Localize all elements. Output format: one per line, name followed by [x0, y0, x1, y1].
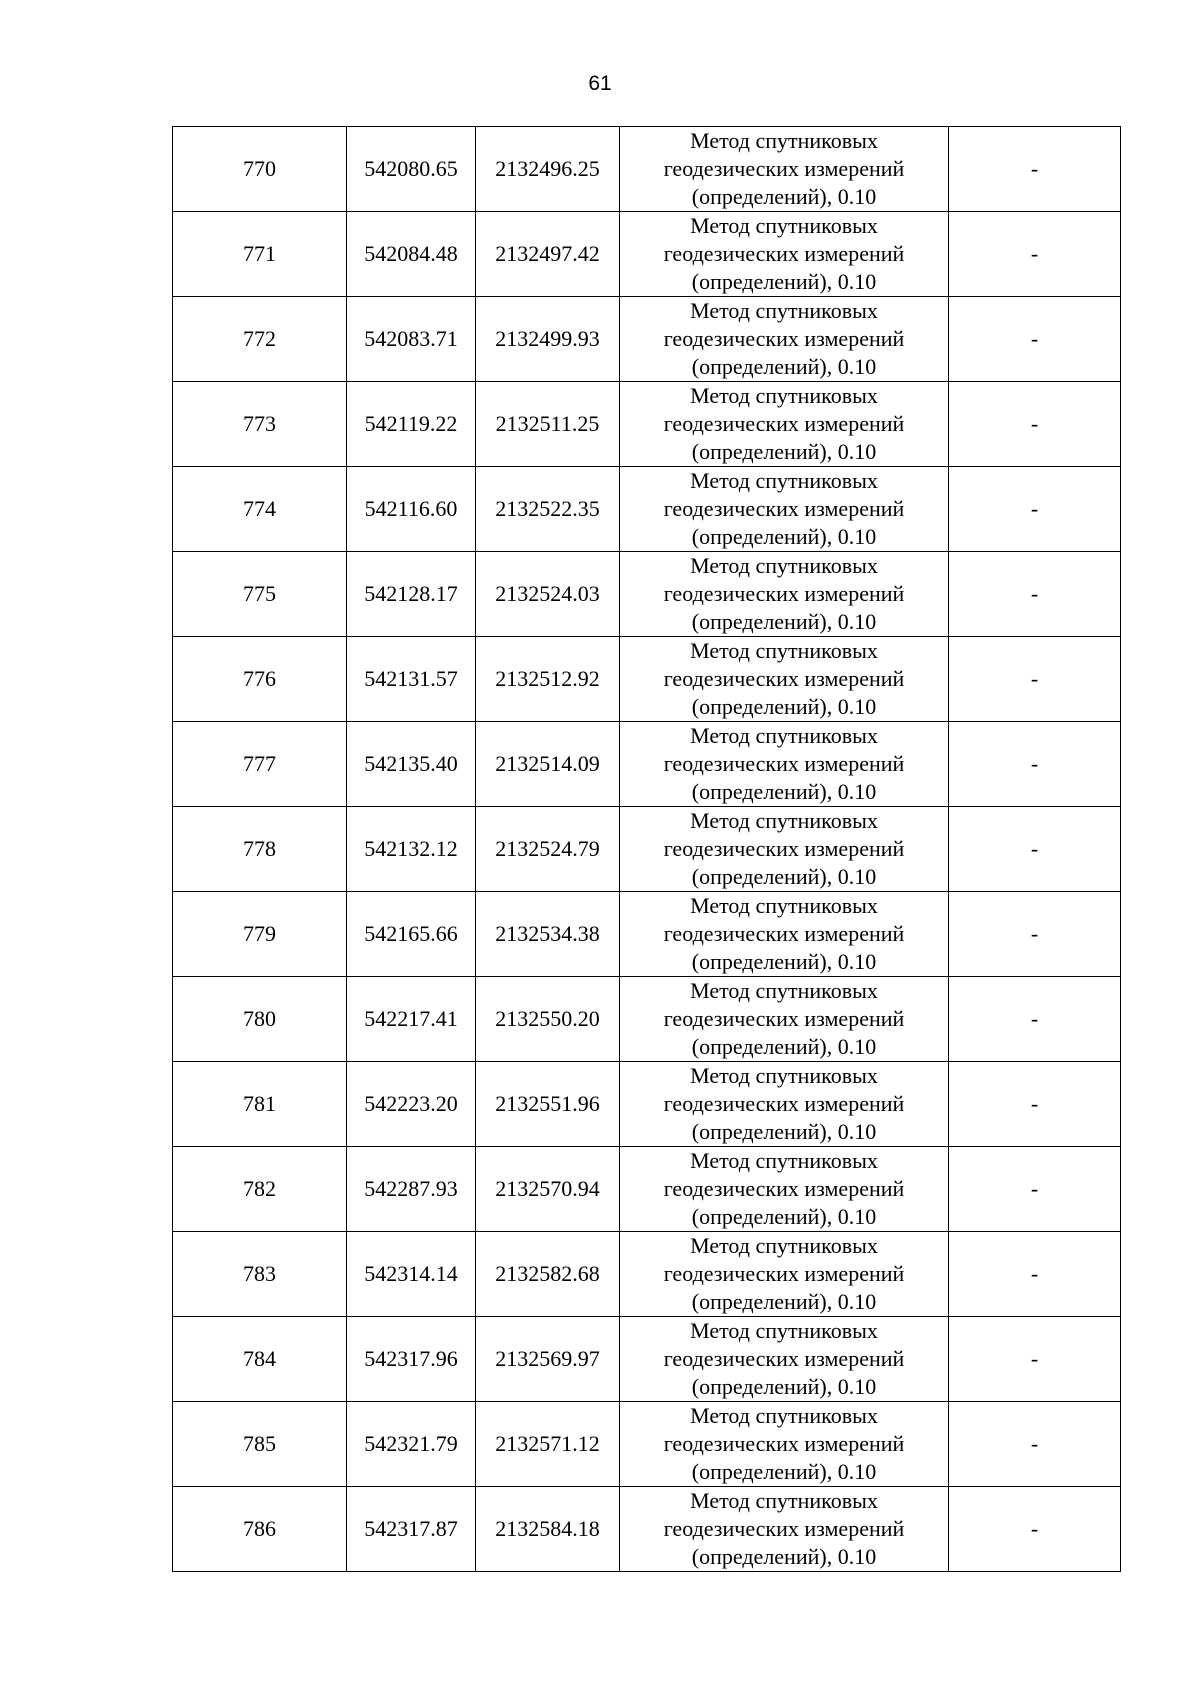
x-coordinate-cell: 542314.14: [347, 1232, 476, 1317]
table-row: [173, 1062, 1121, 1147]
method-line: геодезических измерений: [663, 836, 905, 861]
method-line: (определений), 0.10: [691, 779, 877, 804]
method-line: Метод спутниковых: [690, 128, 878, 153]
method-line: геодезических измерений: [663, 751, 905, 776]
x-coordinate-cell: 542116.60: [347, 467, 476, 552]
method-line: Метод спутниковых: [690, 553, 878, 578]
method-line: геодезических измерений: [663, 156, 905, 181]
method-line: (определений), 0.10: [691, 694, 877, 719]
method-line: (определений), 0.10: [691, 1034, 877, 1059]
y-coordinate-cell: 2132512.92: [476, 637, 620, 722]
method-line: (определений), 0.10: [691, 1289, 877, 1314]
description-cell: -: [949, 1232, 1121, 1317]
point-number-cell: 785: [173, 1402, 347, 1487]
method-line: Метод спутниковых: [690, 383, 878, 408]
method-line: геодезических измерений: [663, 581, 905, 606]
point-number-cell: 770: [173, 127, 347, 212]
point-number-cell: 779: [173, 892, 347, 977]
point-number-cell: 781: [173, 1062, 347, 1147]
coordinates-table: [172, 126, 1121, 1572]
description-cell: -: [949, 1487, 1121, 1572]
point-number-cell: 776: [173, 637, 347, 722]
coordinates-table-body: [173, 127, 1121, 1572]
x-coordinate-cell: 542080.65: [347, 127, 476, 212]
y-coordinate-cell: 2132584.18: [476, 1487, 620, 1572]
table-row: [173, 892, 1121, 977]
y-coordinate-cell: 2132570.94: [476, 1147, 620, 1232]
method-cell: [620, 382, 949, 467]
method-line: геодезических измерений: [663, 666, 905, 691]
x-coordinate-cell: 542135.40: [347, 722, 476, 807]
method-line: (определений), 0.10: [691, 524, 877, 549]
y-coordinate-cell: 2132551.96: [476, 1062, 620, 1147]
method-cell: [620, 1232, 949, 1317]
method-line: Метод спутниковых: [690, 893, 878, 918]
method-line: (определений), 0.10: [691, 609, 877, 634]
method-cell: [620, 212, 949, 297]
method-cell: [620, 1402, 949, 1487]
x-coordinate-cell: 542287.93: [347, 1147, 476, 1232]
y-coordinate-cell: 2132511.25: [476, 382, 620, 467]
description-cell: -: [949, 722, 1121, 807]
x-coordinate-cell: 542119.22: [347, 382, 476, 467]
description-cell: -: [949, 127, 1121, 212]
point-number-cell: 774: [173, 467, 347, 552]
method-cell: [620, 637, 949, 722]
x-coordinate-cell: 542223.20: [347, 1062, 476, 1147]
description-cell: -: [949, 552, 1121, 637]
method-cell: [620, 1062, 949, 1147]
table-row: [173, 807, 1121, 892]
method-line: Метод спутниковых: [690, 808, 878, 833]
method-line: Метод спутниковых: [690, 978, 878, 1003]
method-line: Метод спутниковых: [690, 638, 878, 663]
method-cell: [620, 1487, 949, 1572]
table-row: [173, 1232, 1121, 1317]
point-number-cell: 780: [173, 977, 347, 1062]
point-number-cell: 778: [173, 807, 347, 892]
y-coordinate-cell: 2132522.35: [476, 467, 620, 552]
method-line: геодезических измерений: [663, 496, 905, 521]
table-row: [173, 1402, 1121, 1487]
method-line: геодезических измерений: [663, 411, 905, 436]
method-line: геодезических измерений: [663, 921, 905, 946]
x-coordinate-cell: 542131.57: [347, 637, 476, 722]
x-coordinate-cell: 542217.41: [347, 977, 476, 1062]
table-row: [173, 637, 1121, 722]
table-row: [173, 212, 1121, 297]
method-line: (определений), 0.10: [691, 864, 877, 889]
y-coordinate-cell: 2132534.38: [476, 892, 620, 977]
method-line: Метод спутниковых: [690, 1148, 878, 1173]
method-line: геодезических измерений: [663, 1261, 905, 1286]
method-cell: [620, 892, 949, 977]
method-line: (определений), 0.10: [691, 1374, 877, 1399]
table-row: [173, 722, 1121, 807]
point-number-cell: 783: [173, 1232, 347, 1317]
method-line: геодезических измерений: [663, 1006, 905, 1031]
description-cell: -: [949, 1317, 1121, 1402]
table-row: [173, 1317, 1121, 1402]
y-coordinate-cell: 2132514.09: [476, 722, 620, 807]
method-line: геодезических измерений: [663, 326, 905, 351]
table-row: [173, 382, 1121, 467]
description-cell: -: [949, 467, 1121, 552]
method-cell: [620, 977, 949, 1062]
method-line: Метод спутниковых: [690, 1318, 878, 1343]
point-number-cell: 772: [173, 297, 347, 382]
y-coordinate-cell: 2132496.25: [476, 127, 620, 212]
method-line: (определений), 0.10: [691, 439, 877, 464]
method-line: (определений), 0.10: [691, 354, 877, 379]
y-coordinate-cell: 2132569.97: [476, 1317, 620, 1402]
x-coordinate-cell: 542317.96: [347, 1317, 476, 1402]
x-coordinate-cell: 542321.79: [347, 1402, 476, 1487]
x-coordinate-cell: 542317.87: [347, 1487, 476, 1572]
description-cell: -: [949, 1147, 1121, 1232]
method-cell: [620, 297, 949, 382]
table-row: [173, 467, 1121, 552]
method-line: Метод спутниковых: [690, 1233, 878, 1258]
x-coordinate-cell: 542132.12: [347, 807, 476, 892]
method-cell: [620, 127, 949, 212]
point-number-cell: 782: [173, 1147, 347, 1232]
method-line: Метод спутниковых: [690, 213, 878, 238]
y-coordinate-cell: 2132524.03: [476, 552, 620, 637]
y-coordinate-cell: 2132582.68: [476, 1232, 620, 1317]
method-line: геодезических измерений: [663, 1516, 905, 1541]
table-row: [173, 1147, 1121, 1232]
y-coordinate-cell: 2132499.93: [476, 297, 620, 382]
description-cell: -: [949, 382, 1121, 467]
table-row: [173, 977, 1121, 1062]
method-line: Метод спутниковых: [690, 723, 878, 748]
x-coordinate-cell: 542083.71: [347, 297, 476, 382]
method-line: (определений), 0.10: [691, 1204, 877, 1229]
method-cell: [620, 1147, 949, 1232]
y-coordinate-cell: 2132550.20: [476, 977, 620, 1062]
y-coordinate-cell: 2132571.12: [476, 1402, 620, 1487]
description-cell: -: [949, 892, 1121, 977]
method-cell: [620, 1317, 949, 1402]
method-line: геодезических измерений: [663, 241, 905, 266]
description-cell: -: [949, 977, 1121, 1062]
method-cell: [620, 467, 949, 552]
method-line: геодезических измерений: [663, 1431, 905, 1456]
method-line: (определений), 0.10: [691, 1544, 877, 1569]
table-row: [173, 552, 1121, 637]
point-number-cell: 777: [173, 722, 347, 807]
description-cell: -: [949, 1062, 1121, 1147]
description-cell: -: [949, 807, 1121, 892]
method-line: (определений), 0.10: [691, 184, 877, 209]
point-number-cell: 786: [173, 1487, 347, 1572]
method-cell: [620, 552, 949, 637]
point-number-cell: 771: [173, 212, 347, 297]
method-line: Метод спутниковых: [690, 468, 878, 493]
method-line: Метод спутниковых: [690, 1063, 878, 1088]
point-number-cell: 775: [173, 552, 347, 637]
method-cell: [620, 722, 949, 807]
point-number-cell: 773: [173, 382, 347, 467]
method-line: (определений), 0.10: [691, 1459, 877, 1484]
x-coordinate-cell: 542084.48: [347, 212, 476, 297]
description-cell: -: [949, 212, 1121, 297]
y-coordinate-cell: 2132524.79: [476, 807, 620, 892]
description-cell: -: [949, 637, 1121, 722]
table-row: [173, 127, 1121, 212]
method-line: геодезических измерений: [663, 1176, 905, 1201]
table-row: [173, 1487, 1121, 1572]
page-number: 61: [588, 72, 612, 95]
method-line: (определений), 0.10: [691, 949, 877, 974]
method-cell: [620, 807, 949, 892]
description-cell: -: [949, 297, 1121, 382]
method-line: Метод спутниковых: [690, 298, 878, 323]
method-line: (определений), 0.10: [691, 1119, 877, 1144]
method-line: Метод спутниковых: [690, 1488, 878, 1513]
method-line: геодезических измерений: [663, 1346, 905, 1371]
x-coordinate-cell: 542128.17: [347, 552, 476, 637]
method-line: (определений), 0.10: [691, 269, 877, 294]
method-line: Метод спутниковых: [690, 1403, 878, 1428]
table-row: [173, 297, 1121, 382]
x-coordinate-cell: 542165.66: [347, 892, 476, 977]
point-number-cell: 784: [173, 1317, 347, 1402]
y-coordinate-cell: 2132497.42: [476, 212, 620, 297]
description-cell: -: [949, 1402, 1121, 1487]
method-line: геодезических измерений: [663, 1091, 905, 1116]
